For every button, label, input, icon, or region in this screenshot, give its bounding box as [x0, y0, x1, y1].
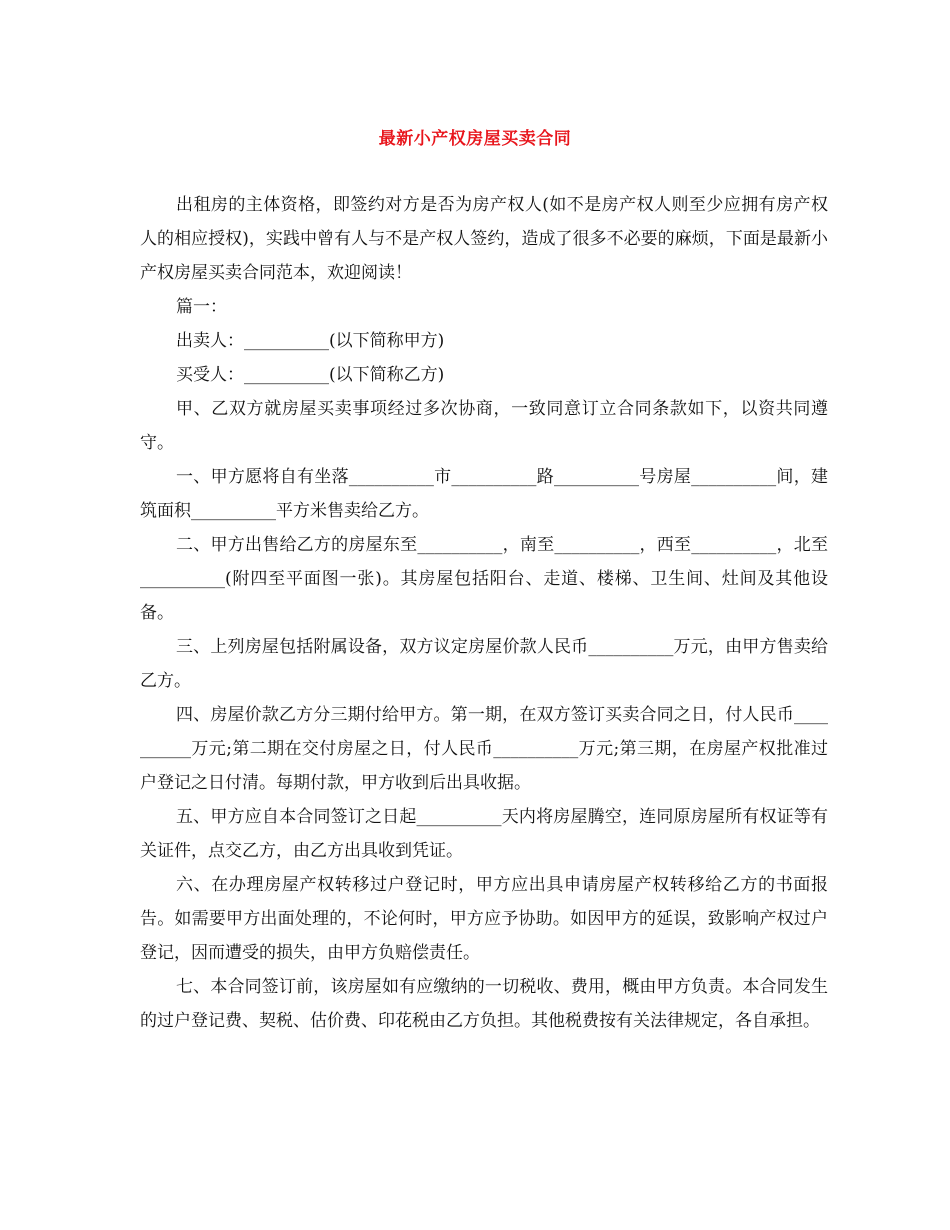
clause-5: 五、甲方应自本合同签订之日起__________天内将房屋腾空，连同原房屋所有权证等有关证件，点交乙方，由乙方出具收到凭证。	[140, 807, 828, 861]
buyer-line: 买受人：__________(以下简称乙方)	[176, 365, 445, 385]
clause-7: 七、本合同签订前，该房屋如有应缴纳的一切税收、费用，概由甲方负责。本合同发生的过户登记费、契税、估价费、印花税由乙方负担。其他税费按有关法律规定，各自承担。	[140, 977, 828, 1031]
clause-2: 二、甲方出售给乙方的房屋东至__________，南至__________，西至__________，北至__________(附四至平面图一张)。其房屋包括阳台、走道、楼梯、卫生间、灶间及其他设备。	[140, 535, 828, 623]
agreement-paragraph: 甲、乙双方就房屋买卖事项经过多次协商，一致同意订立合同条款如下，以资共同遵守。	[140, 399, 828, 453]
document-body	[140, 188, 828, 1038]
section-heading: 篇一：	[176, 297, 227, 317]
clause-3: 三、上列房屋包括附属设备，双方议定房屋价款人民币__________万元，由甲方售卖给乙方。	[140, 637, 828, 691]
document-title: 最新小产权房屋买卖合同	[378, 129, 572, 149]
intro-paragraph: 出租房的主体资格，即签约对方是否为房产权人(如不是房产权人则至少应拥有房产权人的相应授权)，实践中曾有人与不是产权人签约，造成了很多不必要的麻烦，下面是最新小产权房屋买卖合同范本，欢迎阅读！	[140, 195, 828, 283]
clause-1: 一、甲方愿将自有坐落__________市__________路__________号房屋__________间，建筑面积__________平方米售卖给乙方。	[140, 467, 828, 521]
clause-6: 六、在办理房屋产权转移过户登记时，甲方应出具申请房屋产权转移给乙方的书面报告。如需要甲方出面处理的，不论何时，甲方应予协助。如因甲方的延误，致影响产权过户登记，因而遭受的损失，由甲方负赔偿责任。	[140, 875, 828, 963]
seller-line: 出卖人：__________(以下简称甲方)	[176, 331, 445, 351]
clause-4: 四、房屋价款乙方分三期付给甲方。第一期，在双方签订买卖合同之日，付人民币__________万元;第二期在交付房屋之日，付人民币__________万元;第三期，在房屋产权批准过户登记之日付清。每期付款，甲方收到后出具收据。	[140, 705, 828, 793]
